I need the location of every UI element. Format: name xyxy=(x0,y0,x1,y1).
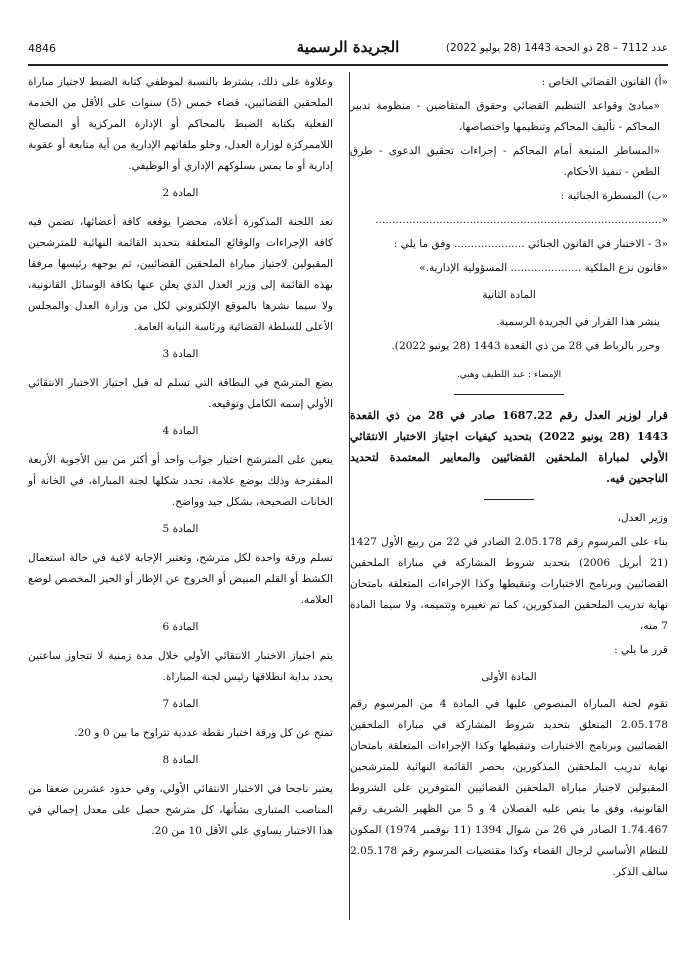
decides: قرر ما يلي : xyxy=(614,644,668,656)
done-at: وحرر بالرباط في 28 من ذي القعدة 1443 (28 يونيو 2022). xyxy=(391,340,660,352)
article-5-heading: المادة 5 xyxy=(162,523,199,535)
article-6-heading: المادة 6 xyxy=(162,621,199,633)
column-separator xyxy=(349,72,350,920)
left-column xyxy=(28,72,333,920)
page-number: 4846 xyxy=(28,42,56,55)
article-2-body: تعد اللجنة المذكورة أعلاه، محضرا يوقعه كافة أعضائها، تضمن فيه كافة الإجراءات والوقائع المتعلقة بتحديد القائمة النهائية للمترشحين المقبولين لاجتياز مباراة الملحقين القضائيين، ثم يوجهه رئيسها مرفقا بهذه القائمة إلى وزير العدل الذي يعلن عنها بكافة الوسائل القانونية، ولا سيما نشرها بالموقع الإلكتروني لكل من وزارة العدل والمجلس الأعلى للسلطة القضائية ورئاسة النيابة العامة. xyxy=(28,216,333,333)
divider xyxy=(454,394,564,395)
article-5-body: تسلم ورقة واحدة لكل مترشح، وتعتبر الإجابة لاغية في حالة استعمال الكشط أو القلم المبيض أو الخروج عن الإطار أو الحيز المخصص لوضع العلامة. xyxy=(28,552,333,606)
article-7-body: تمنح عن كل ورقة اختبار نقطة عددية تتراوح ما بين 0 و 20. xyxy=(74,727,333,739)
article-3-body: يضع المترشح في البطاقة التي تسلم له قبل اجتياز الاختبار الانتقائي الأولي إسمه الكامل وتوقيعه. xyxy=(28,377,333,410)
article-3-heading: المادة 3 xyxy=(162,348,199,360)
article-2-title: المادة الثانية xyxy=(482,289,536,301)
journal-title: الجريدة الرسمية xyxy=(296,38,400,56)
item-3: «3 - الاختبار في القانون الجنائي ..................... وفق ما يلي : xyxy=(393,238,668,250)
item-3-line: «قانون نزع الملكية ..................... المسؤولية الإدارية.» xyxy=(419,262,668,274)
law-a-item-2: «المساطر المتبعة أمام المحاكم - إجراءات تحقيق الدعوى - طرق الطعن - تنفيذ الأحكام. xyxy=(350,145,660,178)
intro-paragraph: وعلاوة على ذلك، يشترط بالنسبة لموظفي كتابة الضبط لاجتياز مباراة الملحقين القضائيين، قضاء خمس (5) سنوات على الأقل من الخدمة الفعلية بكتابة الضبط بالمحاكم أو الإدارة المركزية أو المصالح اللاممركزة لوزارة العدل، وخلو ملفاتهم الإدارية من أية متابعة أو عقوبة إدارية أو ما يمس بسلوكهم الإداري أو الوظيفي. xyxy=(28,76,333,172)
law-section-b: «ب) المسطرة الجنائية : xyxy=(560,190,668,202)
preamble: بناء على المرسوم رقم 2.05.178 الصادر في 22 من ربيع الأول 1427 (21 أبريل 2006) بتحديد شروط المشاركة في مباراة الملحقين القضائيين وبرنامج الاختبارات وتنقيطها وكذا الإجراءات المتعلقة بامتحان نهاية تدريب الملحقين المذكورين، كما تم تغييره وتتميمه، ولا سيما المادة 7 منه، xyxy=(350,536,669,632)
divider-short xyxy=(484,499,534,500)
article-4-heading: المادة 4 xyxy=(162,425,199,437)
article-8-heading: المادة 8 xyxy=(162,754,199,766)
article-2-heading: المادة 2 xyxy=(162,187,199,199)
article-1-text: تقوم لجنة المباراة المنصوص عليها في المادة 4 من المرسوم رقم 2.05.178 المتعلق بتحديد شروط المشاركة في مباراة الملحقين القضائيين وبرنامج الاختبارات وتنقيطها وكذا الإجراءات المتعلقة بامتحان نهاية تدريب الملحقين المذكورين، بحصر القائمة النهائية للمترشحين المقبولين لاجتياز مباراة الملحقين القضائيين المتوفرين على الشروط القانونية، وفق ما ينص عليه الفصلان 4 و 5 من الظهير الشريف رقم 1.74.467 الصادر في 26 من شوال 1394 (11 نوفمبر 1974) المكون للنظام الأساسي لرجال القضاء وكذا مقتضيات المرسوم رقم 2.05.178 سالف الذكر. xyxy=(350,698,669,878)
decree-title: قرار لوزير العدل رقم 1687.22 صادر في 28 من ذي القعدة 1443 (28 يونيو 2022) بتحديد كيفيات اجتياز الاختبار الانتقائي الأولي لمباراة الملحقين القضائيين والمعايير المعتمدة لتحديد الناجحين فيه. xyxy=(350,408,668,485)
law-section-a: «أ) القانون القضائي الخاص : xyxy=(541,76,668,88)
dotted-line: «..................................................................................... xyxy=(375,214,668,226)
law-a-item-1: «مبادئ وقواعد التنظيم القضائي وحقوق المتقاضين - منظومة تدبير المحاكم - تأليف المحاكم وتنظيمها واختصاصها، xyxy=(350,100,660,133)
article-4-body: يتعين على المترشح اختيار جواب واحد أو أكثر من بين الأجوبة الأربعة المقترحة وذلك بوضع علامة، تحدد شكلها لجنة المباراة، في الخانة أو الخانات الصحيحة، بشكل جيد وواضح. xyxy=(28,454,333,508)
article-8-body: يعتبر ناجحا في الاختبار الانتقائي الأولي، وفي حدود عشرين ضعفا من المناصب المتبارى بشأنها، كل مترشح حصل على معدل إجمالي في هذا الاختبار يساوي على الأقل 10 من 20. xyxy=(28,783,333,837)
article-1-title: المادة الأولى xyxy=(481,671,537,683)
issue-info: عدد 7112 – 28 ذو الحجة 1443 (28 يوليو 2022) xyxy=(445,42,668,54)
signature: الإمضاء : عبد اللطيف وهبي. xyxy=(456,370,562,380)
minister: وزير العدل، xyxy=(617,512,668,524)
article-7-heading: المادة 7 xyxy=(162,698,199,710)
article-2-text: ينشر هذا القرار في الجريدة الرسمية. xyxy=(496,316,660,328)
page-header xyxy=(28,38,668,66)
article-6-body: يتم اجتياز الاختبار الانتقائي الأولي خلال مدة زمنية لا تتجاوز ساعتين يحدد بداية انطلاقها رئيس لجنة المباراة. xyxy=(28,650,333,683)
right-column xyxy=(350,72,668,920)
